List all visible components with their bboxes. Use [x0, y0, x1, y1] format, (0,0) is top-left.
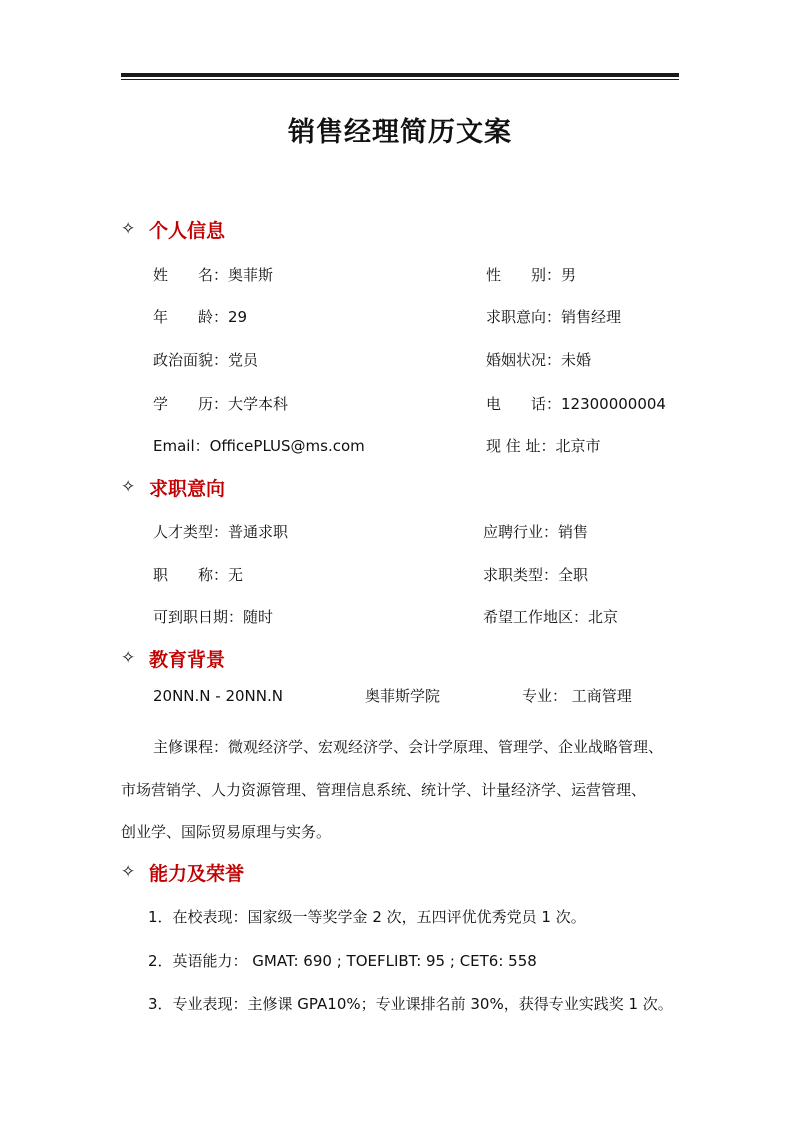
field-start-date: 可到职日期：随时: [153, 608, 274, 626]
field-talent-type: 人才类型：普通求职: [153, 523, 289, 541]
education-courses-line3: 创业学、国际贸易原理与实务。: [121, 823, 332, 841]
education-courses-line1: 主修课程：微观经济学、宏观经济学、会计学原理、管理学、企业战略管理、: [153, 738, 664, 756]
section-label-intent: 求职意向: [149, 477, 226, 500]
section-heading-education: [121, 643, 225, 673]
field-name: 姓 名：奥菲斯: [153, 266, 274, 284]
section-label-honors: 能力及荣誉: [149, 862, 245, 885]
field-address: 现 住 址：北京市: [486, 437, 601, 455]
field-email: Email：OfficePLUS@ms.com: [153, 437, 365, 455]
header-rule-thick: [121, 73, 679, 77]
field-age: 年 龄：29: [153, 308, 248, 326]
header-rule-thin: [121, 79, 679, 80]
education-major: 专业： 工商管理: [522, 687, 632, 705]
diamond-icon: ✧: [121, 218, 136, 239]
section-heading-honors: [121, 857, 244, 887]
page-title: 销售经理简历文案: [288, 117, 512, 148]
field-job-type: 求职类型：全职: [483, 566, 589, 584]
section-heading-personal: [121, 214, 225, 244]
section-label-education: 教育背景: [149, 648, 226, 671]
field-marital: 婚姻状况：未婚: [486, 351, 592, 369]
education-school: 奥菲斯学院: [365, 687, 441, 705]
field-job-title: 职 称：无: [153, 566, 244, 584]
field-region: 希望工作地区：北京: [483, 608, 619, 626]
field-phone: 电 话：12300000004: [486, 395, 666, 413]
field-job-intent: 求职意向：销售经理: [486, 308, 622, 326]
field-industry: 应聘行业：销售: [483, 523, 589, 541]
diamond-icon: ✧: [121, 647, 136, 668]
section-heading-intent: [121, 472, 225, 502]
diamond-icon: ✧: [121, 861, 136, 882]
field-degree: 学 历：大学本科: [153, 395, 289, 413]
honor-item-2: 2．英语能力： GMAT: 690 ; TOEFLIBT: 95 ; CET6: 558: [148, 952, 537, 970]
honor-item-3: 3．专业表现：主修课 GPA10%；专业课排名前 30%，获得专业实践奖 1 次。: [148, 995, 673, 1013]
education-period: 20NN.N - 20NN.N: [153, 687, 283, 705]
field-gender: 性 别：男: [486, 266, 577, 284]
field-politics: 政治面貌：党员: [153, 351, 259, 369]
section-label-personal: 个人信息: [149, 219, 226, 242]
diamond-icon: ✧: [121, 476, 136, 497]
education-courses-line2: 市场营销学、人力资源管理、管理信息系统、统计学、计量经济学、运营管理、: [121, 781, 647, 799]
honor-item-1: 1．在校表现：国家级一等奖学金 2 次，五四评优优秀党员 1 次。: [148, 908, 586, 926]
